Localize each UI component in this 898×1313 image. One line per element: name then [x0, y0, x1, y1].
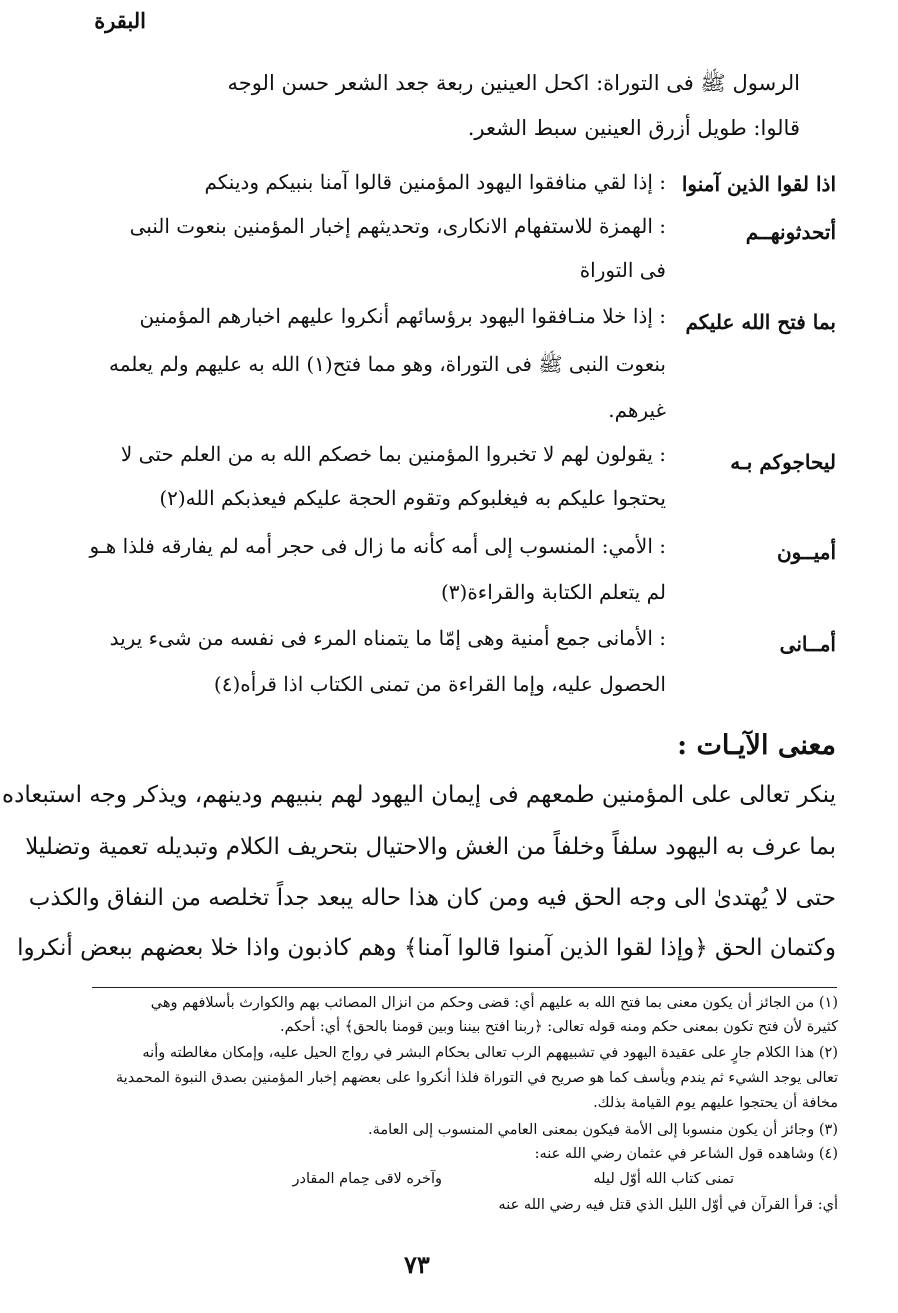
section-heading: معنى الآيـات :: [677, 730, 836, 761]
footnote-line: (١) من الجائز أن يكون معنى بما فتح الله به عليهم أي: قضى وحكم من انزال المصائب بهم والكوارث بأسلافهم وهي: [150, 995, 838, 1011]
verse-first-hemistich: تمنى كتاب الله أوّل ليله: [593, 1171, 734, 1187]
glossary-definition-line: : الأمي: المنسوب إلى أمه كأنه ما زال فى حجر أمه لم يفارقه فلذا هـو: [89, 534, 666, 558]
body-line: حتى لا يُهتدىٰ الى وجه الحق فيه ومن كان هذا حاله يبعد جداً تخلصه من النفاق والكذب: [28, 885, 836, 911]
footnote-separator: [92, 987, 837, 988]
footnote-line: (٣) وجائز أن يكون منسوبا إلى الأمة فيكون بمعنى العامي المنسوب إلى العامة.: [368, 1122, 838, 1138]
glossary-definition-line: : الهمزة للاستفهام الانكارى، وتحديثهم إخبار المؤمنين بنعوت النبى: [129, 214, 666, 238]
glossary-definition-line: : الأمانى جمع أمنية وهى إمّا ما يتمناه المرء فى نفسه من شىء يريد: [109, 626, 666, 650]
glossary-term: أتحدثونهــم: [745, 220, 836, 244]
verse-second-hemistich: وآخره لاقى حِمام المقادر: [292, 1171, 442, 1187]
intro-line: قالوا: طويل أزرق العينين سبط الشعر.: [467, 116, 800, 140]
glossary-term: أميــون: [776, 540, 836, 564]
glossary-definition-line: لم يتعلم الكتابة والقراءة(٣): [440, 580, 666, 604]
page-number: ٧٣: [404, 1250, 430, 1279]
glossary-term: أمــانى: [779, 632, 836, 656]
intro-line: الرسول ﷺ فى التوراة: اكحل العينين ربعة جعد الشعر حسن الوجه: [227, 71, 800, 95]
glossary-term: اذا لقوا الذين آمنوا: [681, 172, 836, 196]
glossary-definition-line: فى التوراة: [579, 258, 666, 282]
glossary-definition-line: : يقولون لهم لا تخبروا المؤمنين بما خصكم الله به من العلم حتى لا: [120, 442, 666, 466]
glossary-definition-line: غيرهم.: [608, 398, 666, 422]
footnote-line: أي: قرأ القرآن في أوّل الليل الذي قتل فيه رضي الله عنه: [498, 1197, 838, 1213]
body-line: وكتمان الحق ﴿وإذا لقوا الذين آمنوا قالوا آمنا﴾ وهم كاذبون واذا خلا بعضهم ببعض أنكروا: [17, 935, 836, 961]
footnote-line: مخافة أن يحتجوا عليهم يوم القيامة بذلك.: [593, 1095, 838, 1111]
footnote-line: (٢) هذا الكلام جارٍ على عقيدة اليهود في تشبيههم الرب تعالى بحكام البشر في رواج الحيل عليه، وإمكان مغالطته وأنه: [142, 1045, 838, 1061]
glossary-definition-line: يحتجوا عليكم به فيغلبوكم وتقوم الحجة عليكم فيعذبكم الله(٢): [159, 486, 666, 510]
glossary-definition-line: : إذا لقي منافقوا اليهود المؤمنين قالوا آمنا بنبيكم ودينكم: [204, 170, 666, 194]
footnote-line: كثيرة لأن فتح تكون بمعنى حكم ومنه قوله تعالى: ﴿ربنا افتح بيننا وبين قومنا بالحق﴾ أي: أحكم.: [279, 1019, 838, 1035]
glossary-term: بما فتح الله عليكم: [685, 310, 836, 334]
glossary-definition-line: بنعوت النبى ﷺ فى التوراة، وهو مما فتح(١) الله به عليهم ولم يعلمه: [108, 352, 666, 376]
glossary-definition-line: الحصول عليه، وإما القراءة من تمنى الكتاب اذا قرأه(٤): [213, 672, 666, 696]
running-header-sura-name: البقرة: [94, 8, 146, 33]
body-line: ينكر تعالى على المؤمنين طمعهم فى إيمان اليهود لهم بنبيهم ودينهم، ويذكر وجه استبعاده: [2, 782, 836, 808]
glossary-term: ليحاجوكم بـه: [730, 450, 836, 474]
footnote-line: تعالى يوجد الشيء ثم يندم ويأسف كما هو صريح في التوراة فلذا أنكروا على بعضهم إخبار المؤمنين بصدق النبوة المحمدية: [115, 1070, 838, 1086]
glossary-definition-line: : إذا خلا منـافقوا اليهود برؤسائهم أنكروا عليهم اخبارهم المؤمنين: [139, 304, 666, 328]
body-line: بما عرف به اليهود سلفاً وخلفاً من الغش والاحتيال بتحريف الكلام وتبديله تعمية وتضليلا: [25, 834, 836, 860]
footnote-line: (٤) وشاهده قول الشاعر في عثمان رضي الله عنه:: [534, 1146, 838, 1162]
